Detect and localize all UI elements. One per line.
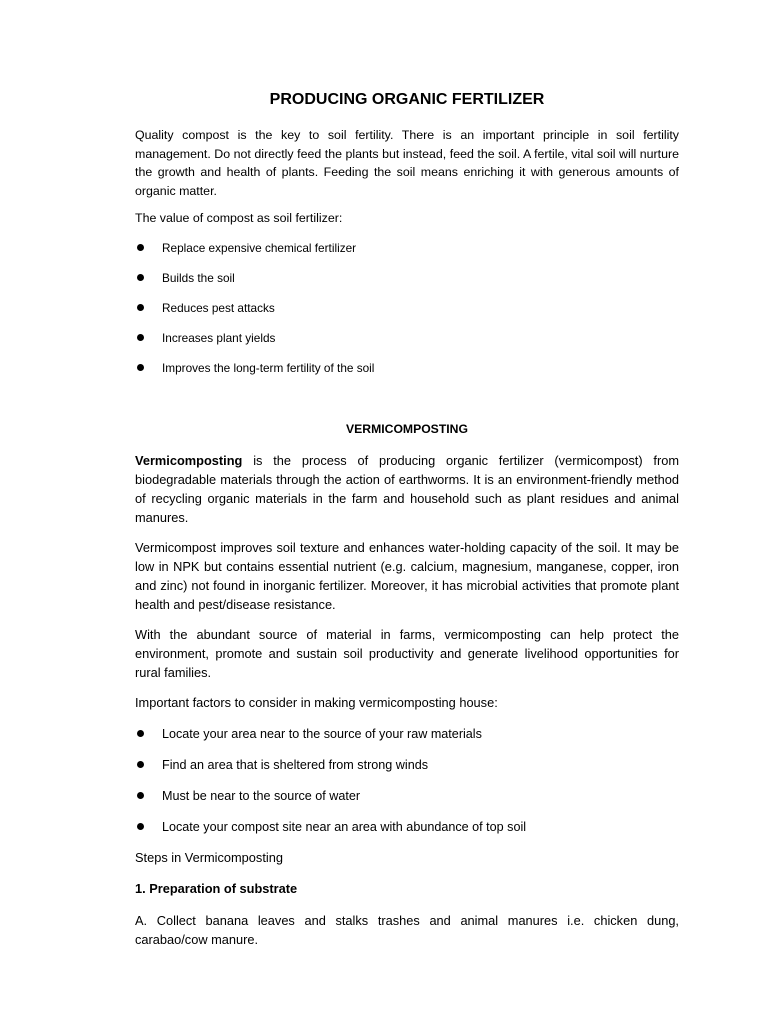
list-item (135, 787, 679, 805)
vermicomposting-heading: VERMICOMPOSTING (346, 422, 468, 436)
vermicomposting-definition (135, 451, 679, 527)
steps-heading: Steps in Vermicomposting (135, 850, 283, 865)
list-item (135, 269, 679, 287)
vermicomposting-definition-text: is the process of producing organic fertilizer (vermicompost) from biodegradable materials through the action of earthworms. It is an environment-friendly method of recycling organic materials in the farm and household such as plant residues and animal manures. (135, 453, 679, 525)
list-item (135, 725, 679, 743)
bullet-icon (137, 730, 144, 737)
abundant-source-paragraph: With the abundant source of material in farms, vermicomposting can help protect the environment, promote and sustain soil productivity and generate livelihood opportunities for rural families. (135, 627, 679, 680)
bullet-icon (137, 823, 144, 830)
vermicomposting-term: Vermicomposting (135, 453, 243, 468)
step-1-heading: 1. Preparation of substrate (135, 881, 298, 896)
list-item-text: Improves the long-term fertility of the soil (162, 361, 375, 375)
list-item (135, 329, 679, 347)
bullet-icon (137, 761, 144, 768)
list-item (135, 239, 679, 257)
list-item-text: Locate your area near to the source of your raw materials (162, 727, 482, 741)
factors-heading: Important factors to consider in making vermicomposting house: (135, 695, 498, 710)
step-1a-text: A. Collect banana leaves and stalks trashes and animal manures i.e. chicken dung, carabao/cow manure. (135, 913, 679, 947)
list-item-text: Increases plant yields (162, 331, 276, 345)
bullet-icon (137, 334, 144, 341)
vermicompost-benefits-paragraph: Vermicompost improves soil texture and enhances water-holding capacity of the soil. It may be low in NPK but contains essential nutrient (e.g. calcium, magnesium, manganese, copper, iron and zinc) not found in inorganic fertilizer. Moreover, it has microbial activities that promote plant health and pest/disease resistance. (135, 540, 679, 612)
list-item-text: Builds the soil (162, 271, 235, 285)
bullet-icon (137, 274, 144, 281)
list-item-text: Must be near to the source of water (162, 789, 361, 803)
list-item (135, 756, 679, 774)
bullet-icon (137, 364, 144, 371)
list-item-text: Reduces pest attacks (162, 301, 275, 315)
bullet-icon (137, 304, 144, 311)
list-item (135, 299, 679, 317)
document-title: PRODUCING ORGANIC FERTILIZER (269, 91, 545, 108)
intro-paragraph: Quality compost is the key to soil fertility. There is an important principle in soil fertility management. Do not directly feed the plants but instead, feed the soil. A fertile, vital soil will nurture the growth and health of plants. Feeding the soil means enriching it with generous amounts of organic matter. (135, 128, 679, 198)
list-item-text: Find an area that is sheltered from strong winds (162, 758, 428, 772)
bullet-icon (137, 792, 144, 799)
list-item (135, 359, 679, 377)
value-heading: The value of compost as soil fertilizer: (135, 211, 343, 225)
bullet-icon (137, 244, 144, 251)
list-item-text: Locate your compost site near an area with abundance of top soil (162, 820, 527, 834)
list-item (135, 818, 679, 836)
list-item-text: Replace expensive chemical fertilizer (162, 241, 357, 255)
